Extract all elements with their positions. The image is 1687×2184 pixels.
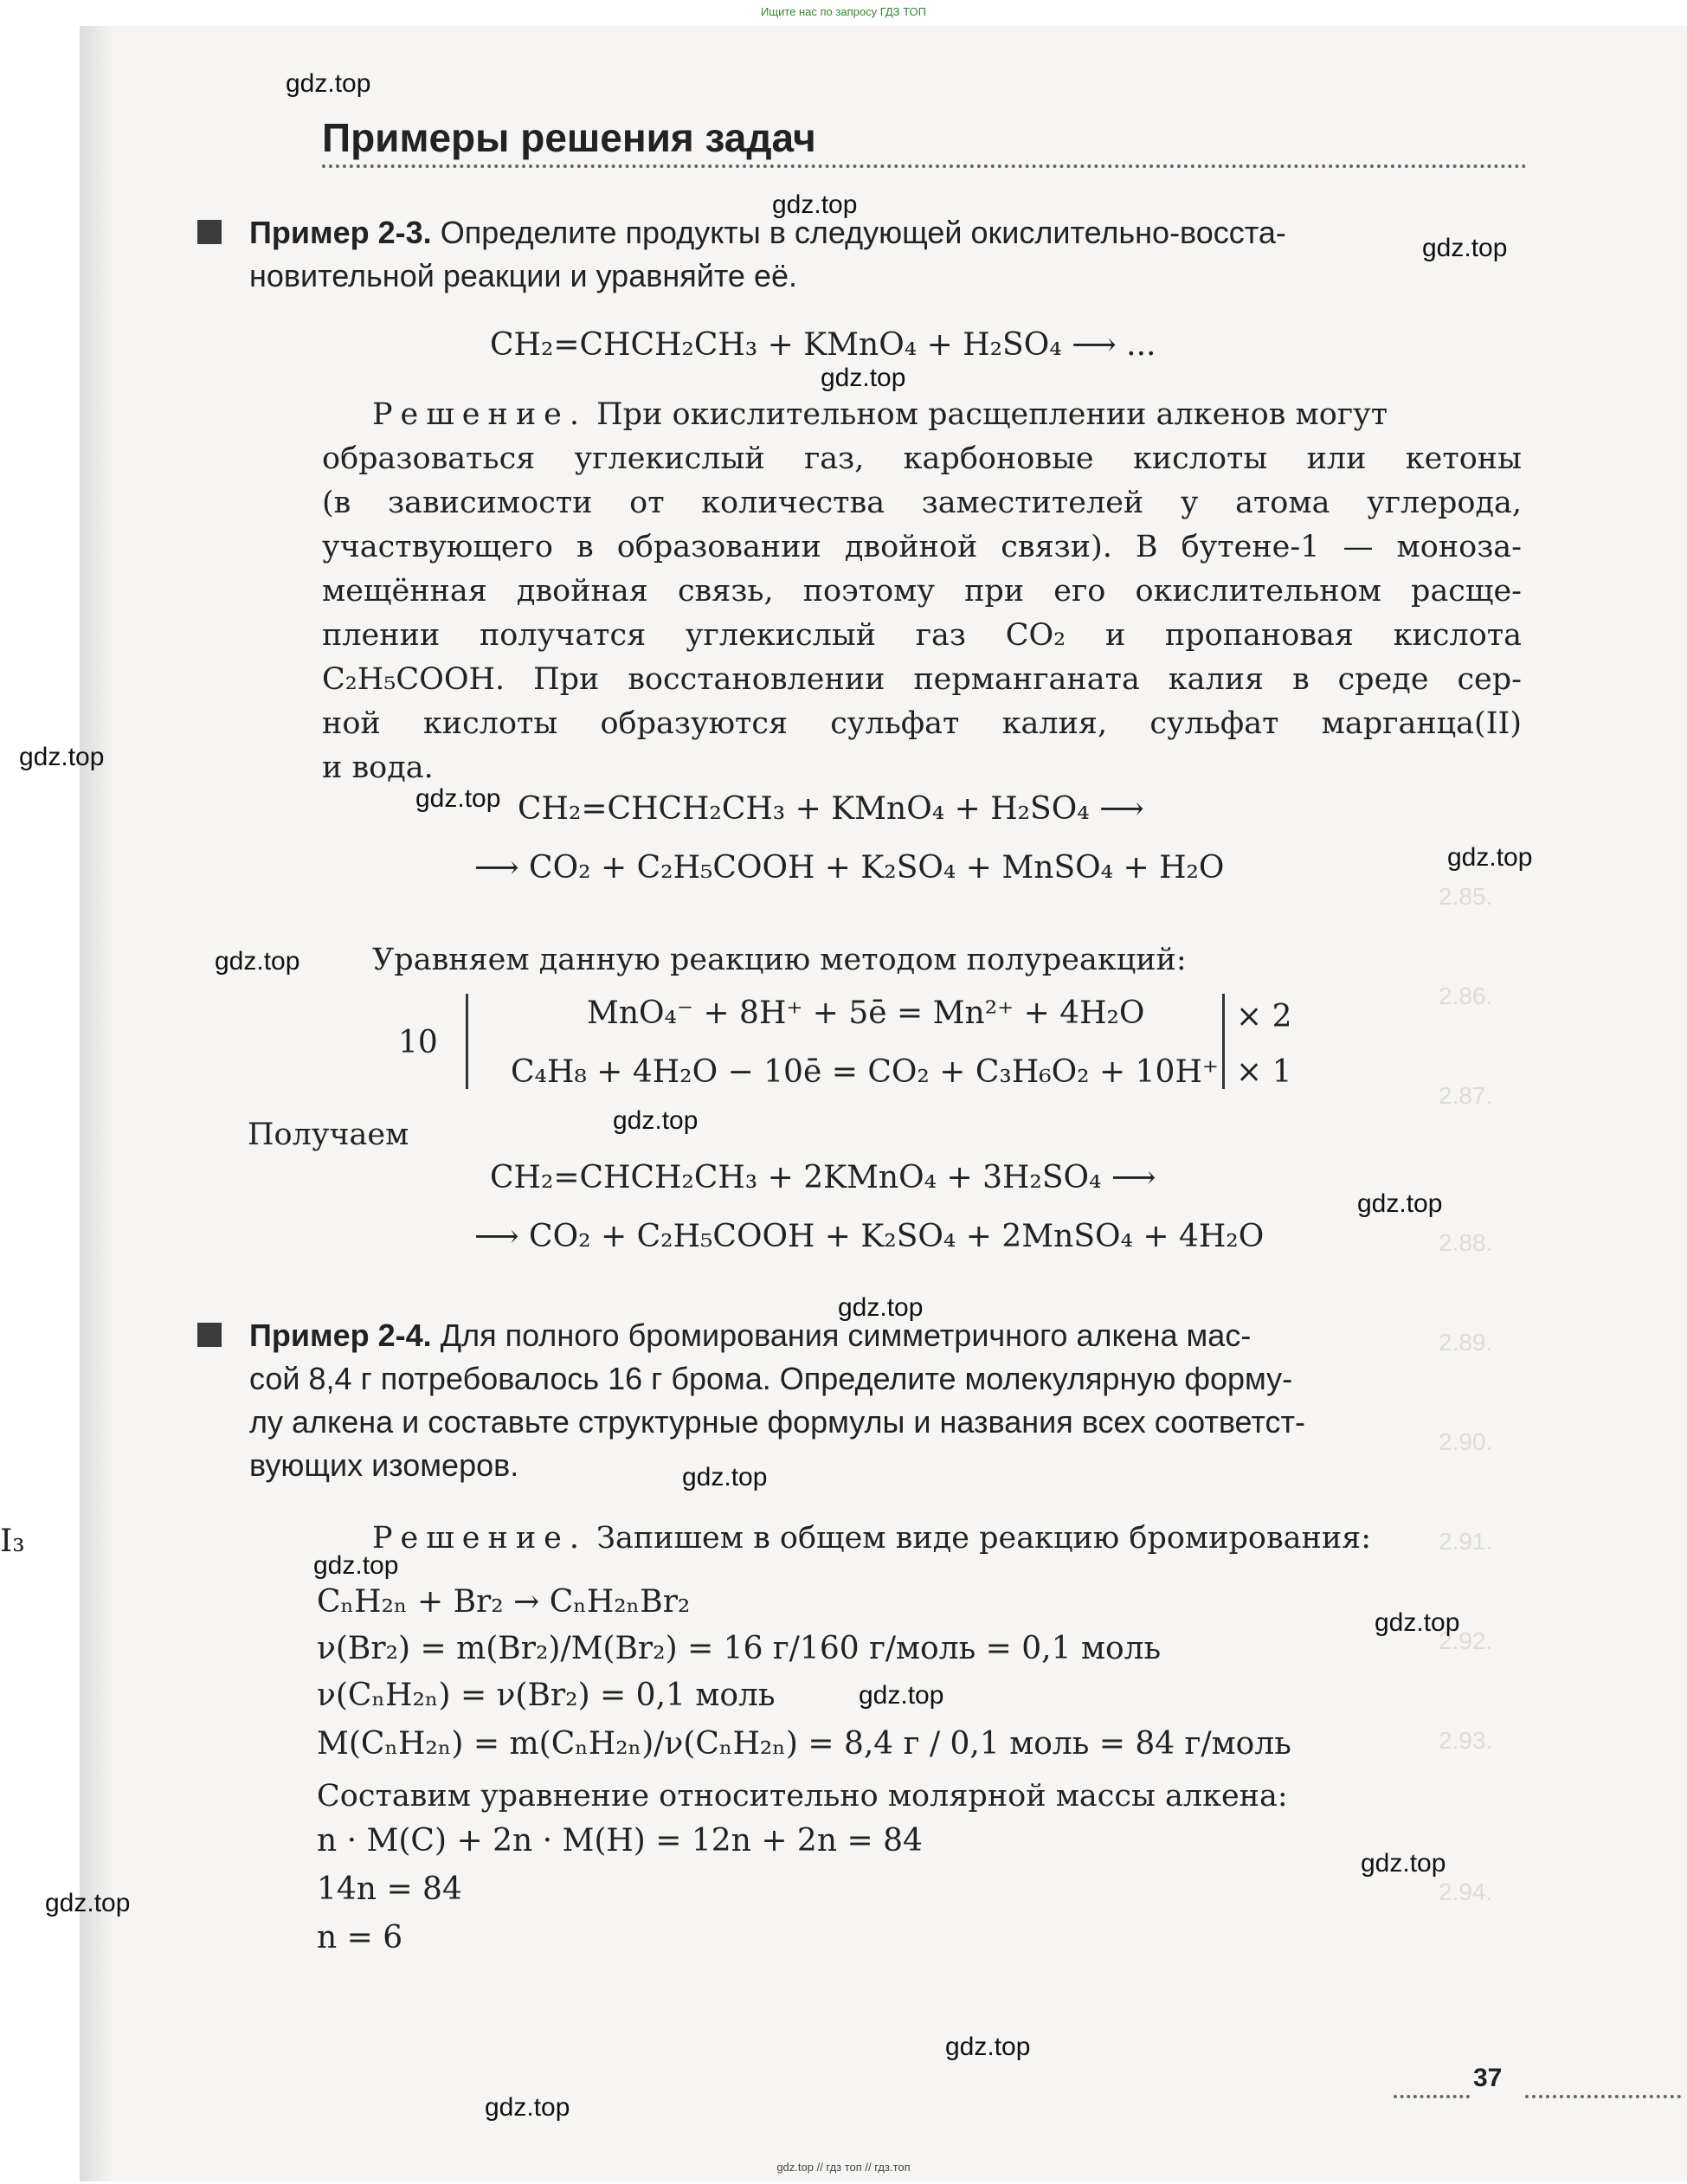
title-dotted-rule	[322, 164, 1527, 168]
calc-line: CₙH₂ₙ + Br₂ → CₙH₂ₙBr₂	[317, 1584, 691, 1620]
watermark: gdz.top	[838, 1293, 924, 1322]
reaction-equation: CH₂=CHCH₂CH₃ + KMnO₄ + H₂SO₄ ⟶ ...	[490, 327, 1156, 363]
solution-line: (в зависимости от количества заместителей у атома углерода,	[322, 486, 1522, 520]
page-number: 37	[1473, 2064, 1503, 2092]
example-marker-square	[197, 1323, 222, 1347]
calc-line: ν(Br₂) = m(Br₂)/M(Br₂) = 16 г/160 г/моль = 0,1 моль	[317, 1631, 1162, 1666]
half-reaction-intro: Уравняем данную реакцию методом полуреакций:	[372, 943, 1187, 977]
watermark: gdz.top	[1357, 1189, 1443, 1218]
solution-first-line: Решение. При окислительном расщеплении алкенов могут	[372, 397, 1388, 432]
watermark: gdz.top	[859, 1681, 944, 1710]
bleed-number: 2.93.	[1439, 1727, 1493, 1754]
solution-line: плении получатся углекислый газ CO₂ и пропановая кислота	[322, 618, 1522, 653]
bleed-number: 2.94.	[1439, 1878, 1493, 1905]
watermark: gdz.top	[313, 1551, 399, 1580]
example-marker-square	[197, 220, 222, 244]
half-reaction-reduction: MnO₄⁻ + 8H⁺ + 5ē = Mn²⁺ + 4H₂O	[587, 995, 1145, 1031]
example-2-4-task-line: сой 8,4 г потребовалось 16 г брома. Определите молекулярную форму-	[249, 1361, 1293, 1396]
watermark: gdz.top	[286, 69, 371, 98]
watermark: gdz.top	[613, 1106, 699, 1135]
example-2-3-task-line: новительной реакции и уравняйте её.	[249, 258, 797, 293]
bleed-number: 2.91.	[1439, 1528, 1493, 1555]
bleed-number: 2.90.	[1439, 1428, 1493, 1455]
bleed-number: 2.88.	[1439, 1229, 1493, 1256]
example-2-3-task-line: Пример 2-3. Определите продукты в следующей окислительно-восста-	[249, 215, 1286, 250]
calc-line: 14n = 84	[317, 1872, 462, 1907]
half-reaction-lcm: 10	[398, 1025, 438, 1060]
bleed-number: 2.86.	[1439, 982, 1493, 1009]
watermark: gdz.top	[1422, 234, 1508, 262]
watermark: gdz.top	[1375, 1608, 1460, 1637]
page-spine-shadow	[80, 26, 114, 2181]
watermark: gdz.top	[45, 1889, 131, 1917]
calc-line: n = 6	[317, 1920, 403, 1955]
bleed-number: 2.92.	[1439, 1627, 1493, 1654]
final-equation-line: CH₂=CHCH₂CH₃ + 2KMnO₄ + 3H₂SO₄ ⟶	[490, 1160, 1156, 1195]
multiplier: × 1	[1236, 1054, 1292, 1090]
watermark: gdz.top	[19, 743, 105, 771]
bottom-banner[interactable]: gdz.top // гдз топ // гдз.топ	[776, 2161, 911, 2174]
section-title: Примеры решения задач	[322, 115, 816, 160]
watermark: gdz.top	[485, 2093, 570, 2122]
solution-line: C₂H₅COOH. При восстановлении перманганата калия в среде сер-	[322, 662, 1522, 697]
watermark: gdz.top	[945, 2033, 1031, 2061]
watermark: gdz.top	[1447, 843, 1533, 872]
final-equation-line: ⟶ CO₂ + C₂H₅COOH + K₂SO₄ + 2MnSO₄ + 4H₂O	[474, 1219, 1265, 1254]
half-reaction-oxidation: C₄H₈ + 4H₂O − 10ē = CO₂ + C₃H₆O₂ + 10H⁺	[511, 1054, 1219, 1090]
solution-line: и вода.	[322, 751, 434, 785]
scheme-line: CH₂=CHCH₂CH₃ + KMnO₄ + H₂SO₄ ⟶	[518, 791, 1144, 827]
solution-line: мещённая двойная связь, поэтому при его окислительном расще-	[322, 574, 1522, 609]
calc-line: M(CₙH₂ₙ) = m(CₙH₂ₙ)/ν(CₙH₂ₙ) = 8,4 г / 0,1 моль = 84 г/моль	[317, 1726, 1291, 1762]
solution-line: участвующего в образовании двойной связи). В бутене-1 — моноза-	[322, 530, 1522, 564]
example-2-4-task-line: Пример 2-4. Для полного бромирования симметричного алкена мас-	[249, 1317, 1252, 1353]
watermark: gdz.top	[772, 190, 858, 219]
half-reaction-bar-right	[1222, 994, 1225, 1089]
example-2-4-label: Пример 2-4.	[249, 1317, 432, 1353]
example-2-4-task-line: вующих изомеров.	[249, 1447, 519, 1483]
calc-line: ν(CₙH₂ₙ) = ν(Br₂) = 0,1 моль	[317, 1678, 776, 1713]
scheme-line: ⟶ CO₂ + C₂H₅COOH + K₂SO₄ + MnSO₄ + H₂O	[474, 850, 1225, 886]
result-word: Получаем	[248, 1118, 409, 1152]
example-2-4-task-line: лу алкена и составьте структурные формулы и названия всех соответст-	[249, 1404, 1305, 1440]
watermark: gdz.top	[215, 947, 300, 976]
example-2-3-label: Пример 2-3.	[249, 215, 432, 250]
page-number-rule-left	[1394, 2095, 1470, 2098]
solution-word: Решение.	[372, 1521, 588, 1556]
bleed-number: 2.87.	[1439, 1082, 1493, 1109]
solution-first-line: Решение. Запишем в общем виде реакцию бромирования:	[372, 1521, 1372, 1556]
calc-line: n · M(C) + 2n · M(H) = 12n + 2n = 84	[317, 1823, 923, 1859]
watermark: gdz.top	[821, 364, 906, 392]
solution-line: ной кислоты образуются сульфат калия, сульфат марганца(II)	[322, 706, 1522, 741]
top-banner[interactable]: Ищите нас по запросу ГДЗ ТОП	[761, 5, 926, 18]
watermark: gdz.top	[682, 1463, 768, 1491]
watermark: gdz.top	[415, 784, 501, 813]
bleed-number: 2.89.	[1439, 1329, 1493, 1356]
calc-line: Составим уравнение относительно молярной массы алкена:	[317, 1779, 1288, 1814]
solution-word: Решение.	[372, 397, 588, 432]
margin-fragment: I₃	[0, 1524, 25, 1559]
bleed-number: 2.85.	[1439, 883, 1493, 910]
watermark: gdz.top	[1361, 1849, 1446, 1878]
multiplier: × 2	[1236, 999, 1292, 1034]
page-number-rule-right	[1525, 2095, 1681, 2098]
solution-line: образоваться углекислый газ, карбоновые кислоты или кетоны	[322, 441, 1522, 476]
half-reaction-bar-left	[466, 994, 468, 1089]
